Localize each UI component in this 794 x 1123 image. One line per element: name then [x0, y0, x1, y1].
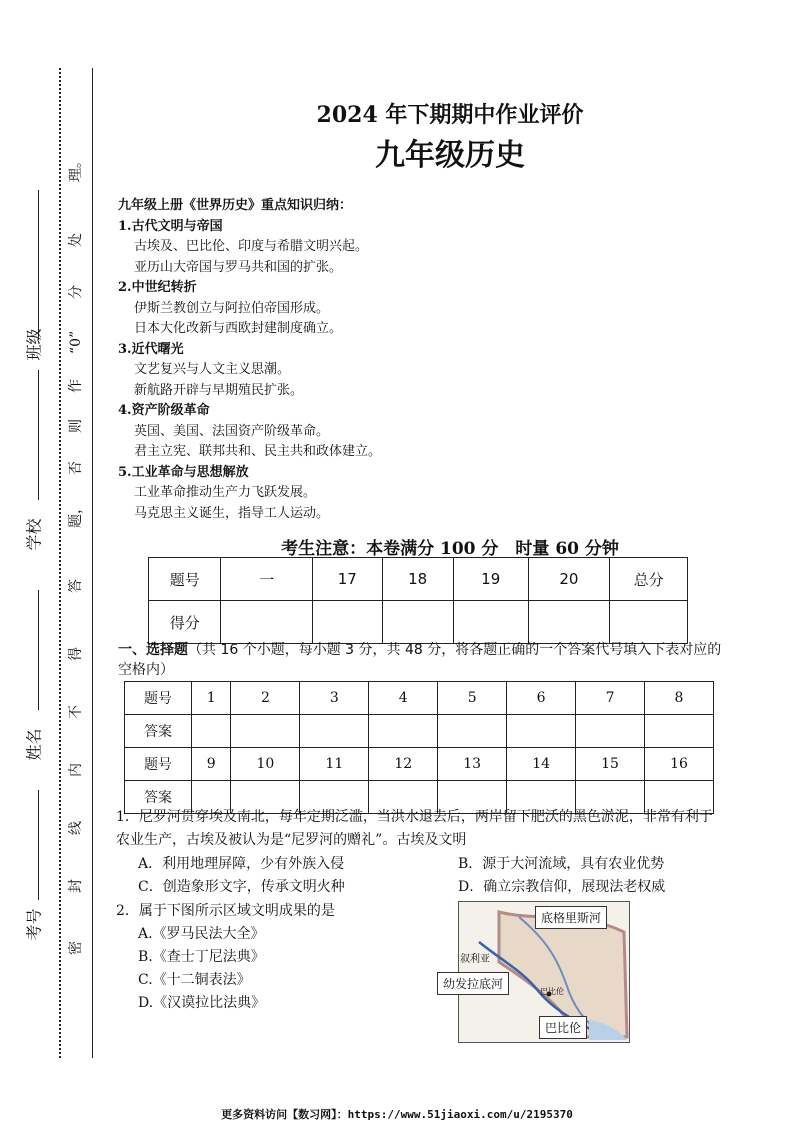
seal-char: “0”	[68, 330, 84, 354]
map-label-babylon: 巴比伦	[539, 1016, 587, 1039]
seal-char: 不	[68, 705, 84, 719]
table-cell: 17	[312, 558, 382, 601]
section-heading: 一、选择题（共 16 个小题，每小题 3 分，共 48 分，将各题正确的一个答案代号填入下表对应的空格内）	[118, 642, 722, 678]
table-cell: 题号	[125, 748, 192, 781]
footer-link[interactable]: 更多资料访问【数习网】：https://www.51jiaoxi.com/u/2195370	[221, 1108, 573, 1121]
score-cell[interactable]	[312, 601, 382, 644]
answer-cell[interactable]	[231, 715, 300, 748]
table-cell: 题号	[149, 558, 221, 601]
map-label-babylon-point: 巴比伦	[540, 987, 564, 996]
table-cell: 12	[369, 748, 438, 781]
summary-line: 日本大化改新与西欧封建制度确立。	[134, 321, 343, 336]
table-cell: 10	[231, 748, 300, 781]
id-label: 考号	[24, 908, 44, 941]
question-1-option-d: D．确立宗教信仰，展现法老权威	[458, 879, 666, 895]
answer-cell[interactable]	[507, 715, 576, 748]
seal-char: 处	[68, 233, 84, 247]
table-cell: 9	[192, 748, 231, 781]
table-cell: 11	[300, 748, 369, 781]
summary-line: 工业革命推动生产力飞跃发展。	[134, 485, 317, 500]
answer-cell[interactable]	[438, 715, 507, 748]
question-2-stem: 2．属于下图所示区域文明成果的是	[116, 903, 335, 919]
map-label-syria: 叙利亚	[460, 954, 490, 965]
table-cell: 18	[382, 558, 453, 601]
subject-title: 九年级历史	[375, 138, 525, 173]
summary-line: 古埃及、巴比伦、印度与希腊文明兴起。	[134, 239, 369, 254]
table-row	[125, 748, 714, 781]
table-cell: 6	[507, 682, 576, 715]
summary-line: 新航路开辟与早期殖民扩张。	[134, 382, 304, 398]
map-label-euphrates: 幼发拉底河	[437, 972, 509, 995]
seal-char: 理。	[68, 154, 84, 182]
table-cell: 题号	[125, 682, 192, 715]
table-row	[149, 601, 688, 644]
summary-line: 马克思主义诞生，指导工人运动。	[134, 505, 330, 521]
answer-cell[interactable]	[192, 715, 231, 748]
table-cell: 1	[192, 682, 231, 715]
seal-char: 得	[68, 647, 84, 661]
table-cell: 总分	[610, 558, 688, 601]
table-cell: 13	[438, 748, 507, 781]
map-label-tigris: 底格里斯河	[535, 906, 607, 929]
question-1-option-c: C．创造象形文字，传承文明火种	[138, 879, 345, 895]
seal-char: 作	[68, 379, 84, 393]
summary-line: 英国、美国、法国资产阶级革命。	[134, 423, 330, 439]
margin-dotted-line	[59, 68, 61, 1058]
answer-cell[interactable]	[300, 715, 369, 748]
summary-line: 君主立宪、联邦共和、民主共和政体建立。	[134, 444, 382, 459]
question-1-stem: 1．尼罗河贯穿埃及南北，每年定期泛滥，当洪水退去后，两岸留下肥沃的黑色淤泥，非常有利于农业生产，古埃及被认为是“尼罗河的赠礼”。古埃及文明	[116, 809, 713, 848]
table-row	[125, 715, 714, 748]
seal-char: 答	[68, 579, 84, 593]
answer-cell[interactable]	[644, 715, 713, 748]
table-cell: 答案	[125, 781, 192, 814]
score-cell[interactable]	[382, 601, 453, 644]
table-cell: 2	[231, 682, 300, 715]
table-cell: 14	[507, 748, 576, 781]
summary-section-title: 1.古代文明与帝国	[118, 218, 223, 234]
table-cell: 20	[528, 558, 610, 601]
exam-title: 2024 年下期期中作业评价	[316, 102, 584, 128]
summary-line: 伊斯兰教创立与阿拉伯帝国形成。	[134, 300, 330, 316]
table-cell: 得分	[149, 601, 221, 644]
score-table	[148, 557, 688, 644]
question-2-option-b: B.《查士丁尼法典》	[138, 949, 265, 965]
name-write-line	[38, 590, 39, 710]
summary-section-title: 2.中世纪转折	[118, 280, 197, 295]
table-cell: 16	[644, 748, 713, 781]
question-2-option-a: A.《罗马民法大全》	[138, 926, 265, 942]
margin-solid-line	[92, 68, 93, 1058]
table-cell: 8	[644, 682, 713, 715]
summary-intro: 九年级上册《世界历史》重点知识归纳：	[118, 198, 353, 213]
table-cell: 一	[221, 558, 313, 601]
school-label: 学校	[24, 518, 44, 551]
summary-line: 亚历山大帝国与罗马共和国的扩张。	[134, 259, 343, 275]
table-cell: 3	[300, 682, 369, 715]
answer-cell[interactable]	[576, 715, 645, 748]
table-cell: 19	[453, 558, 528, 601]
seal-char: 内	[68, 763, 84, 777]
seal-char: 分	[68, 285, 84, 299]
seal-char: 密	[68, 941, 84, 955]
exam-notice: 考生注意：本卷满分 100 分 时量 60 分钟	[281, 539, 619, 559]
table-cell: 答案	[125, 715, 192, 748]
seal-char: 否	[68, 461, 84, 475]
table-cell: 15	[576, 748, 645, 781]
answer-cell[interactable]	[369, 715, 438, 748]
table-cell: 5	[438, 682, 507, 715]
summary-section-title: 3.近代曙光	[118, 341, 184, 357]
seal-char: 则	[68, 419, 84, 433]
table-cell: 7	[576, 682, 645, 715]
question-1-option-a: A．利用地理屏障，少有外族入侵	[138, 856, 345, 872]
score-cell[interactable]	[221, 601, 313, 644]
question-2-option-c: C.《十二铜表法》	[138, 972, 251, 988]
question-2-option-d: D.《汉谟拉比法典》	[138, 995, 266, 1011]
table-row	[149, 558, 688, 601]
table-row	[125, 682, 714, 715]
score-cell[interactable]	[610, 601, 688, 644]
seal-char: 线	[68, 821, 84, 835]
name-label: 姓名	[24, 728, 44, 761]
score-cell[interactable]	[453, 601, 528, 644]
question-1-option-b: B．源于大河流域，具有农业优势	[458, 856, 665, 872]
table-cell: 4	[369, 682, 438, 715]
school-write-line	[38, 370, 39, 500]
score-cell[interactable]	[528, 601, 610, 644]
summary-line: 文艺复兴与人文主义思潮。	[134, 362, 291, 377]
seal-char: 题，	[68, 500, 84, 528]
seal-char: 封	[68, 879, 84, 893]
summary-section-title: 4.资产阶级革命	[118, 403, 210, 418]
answer-table	[124, 681, 714, 814]
summary-section-title: 5.工业革命与思想解放	[118, 464, 249, 480]
knowledge-summary	[118, 196, 758, 524]
class-label: 班级	[24, 328, 44, 361]
